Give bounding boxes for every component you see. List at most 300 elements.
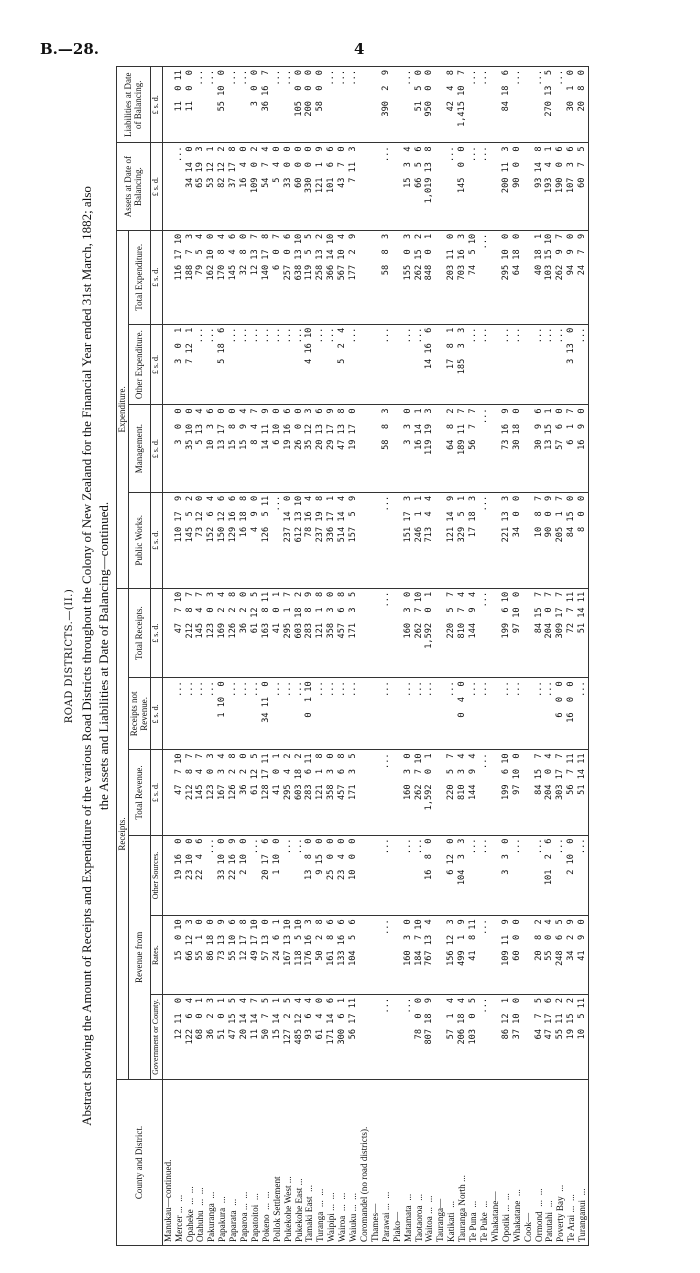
table-cell: 3 13 0	[566, 324, 577, 405]
table-cell: 23 4 0	[337, 835, 348, 916]
table-cell: 41 0 1	[272, 750, 283, 835]
table-cell: 11 0 11	[174, 67, 185, 143]
table-cell: ...	[348, 678, 359, 750]
district-name: Papakura ...	[217, 1080, 228, 1246]
table-cell: 55 0 4	[544, 916, 555, 995]
table-row	[195, 67, 206, 1246]
table-cell: ...	[403, 835, 414, 916]
table-cell: 10 0 0	[348, 835, 359, 916]
table-cell	[370, 67, 381, 143]
table-cell: 283 8 9	[304, 588, 315, 678]
table-cell: ...	[414, 324, 425, 405]
table-cell	[435, 230, 446, 324]
table-cell: 121 1 8	[315, 750, 326, 835]
district-name: Otahuhu ... ...	[195, 1080, 206, 1246]
table-cell: 24 6 1	[272, 916, 283, 995]
table-cell	[359, 588, 370, 678]
table-cell: 150 12 6	[217, 492, 228, 588]
table-body	[162, 67, 588, 1246]
public-works-header: Public Works.	[129, 492, 151, 588]
table-row	[359, 67, 370, 1246]
table-cell: 358 3 0	[326, 750, 337, 835]
table-cell: 33 10 0	[217, 835, 228, 916]
table-cell: 713 4 4	[424, 492, 435, 588]
table-cell: 47 7 10	[174, 588, 185, 678]
table-cell: 13 15 1	[544, 405, 555, 492]
table-cell: 848 0 1	[424, 230, 435, 324]
table-cell: 90 0 0	[512, 143, 523, 230]
table-cell: ...	[479, 230, 490, 324]
table-cell: 15 0 10	[174, 916, 185, 995]
table-cell: 14 11 9	[261, 405, 272, 492]
table-cell	[370, 492, 381, 588]
table-cell: ...	[272, 324, 283, 405]
table-cell: 34 2 9	[566, 916, 577, 995]
table-cell: 6 10 0	[272, 405, 283, 492]
table-cell: ...	[206, 67, 217, 143]
table-cell: 73 12 0	[195, 492, 206, 588]
table-cell: 258 13 2	[315, 230, 326, 324]
table-row	[272, 67, 283, 1246]
table-cell: 24 7 9	[577, 230, 588, 324]
table-cell	[359, 916, 370, 995]
table-row	[577, 67, 588, 1246]
table-cell	[523, 143, 534, 230]
table-cell: ...	[468, 835, 479, 916]
table-cell: ...	[501, 324, 512, 405]
table-cell: 5 13 4	[195, 405, 206, 492]
table-cell: 107 3 6	[566, 143, 577, 230]
table-cell: 514 14 4	[337, 492, 348, 588]
district-name: Paparoa ... ...	[239, 1080, 250, 1246]
table-cell: ...	[403, 324, 414, 405]
table-cell: 16 9 0	[577, 405, 588, 492]
district-name: Te Puna ...	[468, 1080, 479, 1246]
table-cell: 110 17 9	[174, 492, 185, 588]
district-name: Pakuranga ...	[206, 1080, 217, 1246]
district-name: Pollok Settlement	[272, 1080, 283, 1246]
table-cell: 8 4 7	[250, 405, 261, 492]
table-cell: 16 18 8	[239, 492, 250, 588]
table-cell: 171 3 5	[348, 750, 359, 835]
table-cell: 55 10 0	[217, 67, 228, 143]
table-cell: 10 8 7	[534, 492, 545, 588]
table-cell: 188 7 3	[185, 230, 196, 324]
table-cell	[370, 230, 381, 324]
table-cell: ...	[446, 143, 457, 230]
table-cell: ...	[174, 678, 185, 750]
table-cell: ...	[294, 324, 305, 405]
table-cell: 295 1 7	[283, 588, 294, 678]
table-cell: ...	[479, 750, 490, 835]
table-row	[414, 67, 425, 1246]
table-cell: 237 19 8	[315, 492, 326, 588]
table-cell: ...	[326, 678, 337, 750]
table-cell: 20 13 6	[315, 405, 326, 492]
table-cell	[392, 143, 403, 230]
table-cell: 603 18 2	[294, 750, 305, 835]
table-cell: 15 14 1	[272, 994, 283, 1079]
table-cell: 262 7 10	[414, 588, 425, 678]
table-cell: 73 13 9	[217, 916, 228, 995]
table-cell: 36 16 7	[261, 67, 272, 143]
table-cell	[523, 750, 534, 835]
table-cell: ...	[381, 916, 392, 995]
table-cell: 8 0 0	[577, 492, 588, 588]
table-cell: 53 12 1	[206, 143, 217, 230]
table-cell	[392, 230, 403, 324]
table-cell	[162, 588, 173, 678]
table-cell	[359, 492, 370, 588]
table-cell: 60 7 5	[577, 143, 588, 230]
table-cell: 34 14 0	[185, 143, 196, 230]
table-row	[162, 67, 173, 1246]
table-row	[337, 67, 348, 1246]
table-cell: 17 18 3	[468, 492, 479, 588]
table-cell: 126 2 8	[228, 750, 239, 835]
table-row	[457, 67, 468, 1246]
table-cell: 4 9 0	[250, 492, 261, 588]
table-cell: 499 1 9	[457, 916, 468, 995]
table-cell: 84 15 7	[534, 750, 545, 835]
table-cell: 144 9 4	[468, 750, 479, 835]
table-row	[348, 67, 359, 1246]
table-cell: 19 17 0	[348, 405, 359, 492]
table-cell: ...	[555, 835, 566, 916]
table-cell: 171 14 6	[326, 994, 337, 1079]
table-cell: 118 5 10	[294, 916, 305, 995]
table-cell: 61 4 0	[315, 994, 326, 1079]
table-row	[446, 67, 457, 1246]
table-cell	[435, 67, 446, 143]
table-row	[468, 67, 479, 1246]
table-cell: 145 4 7	[195, 750, 206, 835]
table-cell: ...	[206, 835, 217, 916]
table-cell: ...	[381, 143, 392, 230]
table-cell: ...	[272, 67, 283, 143]
table-cell: 56 7 7	[468, 405, 479, 492]
table-cell: 248 6 5	[555, 916, 566, 995]
table-cell	[392, 67, 403, 143]
table-cell: 13 17 0	[217, 405, 228, 492]
table-cell: ...	[479, 916, 490, 995]
table-cell: ...	[250, 324, 261, 405]
table-cell: ...	[381, 750, 392, 835]
table-cell	[392, 750, 403, 835]
table-cell: 156 12 3	[446, 916, 457, 995]
table-cell: ...	[479, 324, 490, 405]
table-cell	[359, 230, 370, 324]
table-cell: 457 6 8	[337, 588, 348, 678]
table-cell	[523, 994, 534, 1079]
table-cell	[435, 750, 446, 835]
table-cell: 101 2 6	[544, 835, 555, 916]
table-row	[490, 67, 501, 1246]
table-cell	[490, 405, 501, 492]
table-cell	[523, 588, 534, 678]
table-cell: 295 4 2	[283, 750, 294, 835]
table-cell	[435, 324, 446, 405]
district-name: Turanganui ...	[577, 1080, 588, 1246]
table-row	[228, 67, 239, 1246]
table-cell: 23 10 0	[185, 835, 196, 916]
table-cell: 58 0 0	[315, 67, 326, 143]
table-cell: 14 16 6	[424, 324, 435, 405]
table-cell: ...	[283, 67, 294, 143]
table-cell: 638 13 10	[294, 230, 305, 324]
table-cell: ...	[414, 678, 425, 750]
table-cell	[490, 492, 501, 588]
table-cell	[523, 405, 534, 492]
unit-header: £ s. d.	[151, 324, 162, 405]
table-row	[435, 67, 446, 1246]
table-cell: 41 9 0	[577, 916, 588, 995]
table-cell: 145 5 2	[185, 492, 196, 588]
table-row	[185, 67, 196, 1246]
table-cell: ...	[577, 324, 588, 405]
table-cell: 82 12 2	[217, 143, 228, 230]
table-row	[424, 67, 435, 1246]
district-name: Opotiki ... ...	[501, 1080, 512, 1246]
table-cell: ...	[424, 678, 435, 750]
government-header: Government or County.	[151, 994, 162, 1079]
table-cell: 567 10 4	[337, 230, 348, 324]
table-cell	[523, 916, 534, 995]
table-cell: ...	[174, 143, 185, 230]
table-cell: 15 9 4	[239, 405, 250, 492]
table-cell: 57 1 4	[446, 994, 457, 1079]
table-cell	[162, 405, 173, 492]
table-cell: ...	[239, 67, 250, 143]
table-cell: 190 0 6	[555, 143, 566, 230]
table-cell: ...	[261, 324, 272, 405]
table-cell	[162, 143, 173, 230]
table-cell: 127 2 5	[283, 994, 294, 1079]
table-cell: 212 8 7	[185, 750, 196, 835]
table-cell: ...	[479, 588, 490, 678]
table-cell: 51 14 11	[577, 750, 588, 835]
table-cell: 13 8 0	[304, 835, 315, 916]
table-cell: 12 13 7	[250, 230, 261, 324]
table-cell: 66 12 3	[185, 916, 196, 995]
table-cell: 2 10 0	[566, 835, 577, 916]
table-cell: ...	[414, 835, 425, 916]
table-cell: 15 8 0	[228, 405, 239, 492]
table-cell: 144 9 4	[468, 588, 479, 678]
district-name: Taotaoroa ...	[414, 1080, 425, 1246]
table-cell: 262 9 7	[555, 230, 566, 324]
table-row	[523, 67, 534, 1246]
table-cell: 74 5 10	[468, 230, 479, 324]
table-cell: 35 10 0	[185, 405, 196, 492]
table-row	[239, 67, 250, 1246]
district-name: Opaheke ... ...	[185, 1080, 196, 1246]
district-name: Mercer ... ...	[174, 1080, 185, 1246]
management-header: Management.	[129, 405, 151, 492]
district-name: Waitoa ... ...	[424, 1080, 435, 1246]
table-cell: 1,592 0 1	[424, 588, 435, 678]
table-cell: 457 6 8	[337, 750, 348, 835]
table-row	[555, 67, 566, 1246]
table-cell	[490, 324, 501, 405]
table-cell: 119 5 5	[304, 230, 315, 324]
table-cell: ...	[195, 67, 206, 143]
table-cell: 41 0 1	[272, 588, 283, 678]
table-row	[315, 67, 326, 1246]
table-cell	[490, 588, 501, 678]
table-cell: ...	[326, 67, 337, 143]
table-cell: 126 5 11	[261, 492, 272, 588]
table-cell: 6 0 0	[555, 678, 566, 750]
table-cell: ...	[446, 678, 457, 750]
table-cell	[359, 750, 370, 835]
table-cell: ...	[283, 678, 294, 750]
liabilities-header: Liabilities at Date of Balancing.	[117, 67, 151, 143]
district-name: Tamaki East ...	[304, 1080, 315, 1246]
table-cell	[370, 916, 381, 995]
table-cell: 10 3 6	[206, 405, 217, 492]
table-cell: ...	[479, 492, 490, 588]
table-cell: ...	[381, 994, 392, 1079]
table-cell: 203 11 0	[446, 230, 457, 324]
table-cell: 204 0 7	[544, 588, 555, 678]
table-cell: 329 5 1	[457, 492, 468, 588]
table-cell: ...	[272, 492, 283, 588]
table-cell: 309 17 7	[555, 588, 566, 678]
table-cell: 185 3 3	[457, 324, 468, 405]
table-cell: 2 10 0	[239, 835, 250, 916]
district-name: Patutahi ...	[544, 1080, 555, 1246]
district-name: Poverty Bay ...	[555, 1080, 566, 1246]
table-row	[534, 67, 545, 1246]
table-cell: 485 12 4	[294, 994, 305, 1079]
district-name: Waiuku ... ...	[348, 1080, 359, 1246]
table-cell: 123 0 3	[206, 750, 217, 835]
table-cell: 55 10 6	[228, 916, 239, 995]
table-cell: 390 2 9	[381, 67, 392, 143]
table-cell: 116 17 10	[174, 230, 185, 324]
table-cell	[490, 750, 501, 835]
table-cell: 43 7 0	[337, 143, 348, 230]
table-cell: 270 13 5	[544, 67, 555, 143]
table-cell: 86 12 1	[501, 994, 512, 1079]
table-cell	[435, 143, 446, 230]
district-name: Te Puke ...	[479, 1080, 490, 1246]
table-cell: 807 18 9	[424, 994, 435, 1079]
table-cell	[359, 835, 370, 916]
table-cell: 3 3 0	[501, 835, 512, 916]
table-cell: 105 0 0	[294, 67, 305, 143]
table-cell: 51 14 11	[577, 588, 588, 678]
table-cell: ...	[239, 324, 250, 405]
table-cell	[523, 324, 534, 405]
table-cell: 78 0 0	[414, 994, 425, 1079]
table-cell: 22 4 6	[195, 835, 206, 916]
unit-header: £ s. d.	[151, 492, 162, 588]
table-cell: 47 7 10	[174, 750, 185, 835]
abstract-title: Abstract showing the Amount of Receipts and Expenditure of the various Road Districts throughout the Colony of New Zealand for the Financial Year ended 31st March, 1882; also	[79, 186, 94, 1126]
table-cell	[490, 67, 501, 143]
total-receipts-header: Total Receipts.	[129, 588, 151, 678]
table-cell: ...	[468, 324, 479, 405]
table-cell	[162, 994, 173, 1079]
table-cell	[392, 678, 403, 750]
table-cell: 33 0 0	[283, 143, 294, 230]
table-cell: 0 4 0	[457, 678, 468, 750]
table-cell	[490, 230, 501, 324]
county-header: County and District.	[117, 1080, 163, 1246]
table-cell: 55 11 2	[555, 994, 566, 1079]
table-cell: 93 6 4	[304, 994, 315, 1079]
table-cell: 121 14 9	[446, 492, 457, 588]
table-cell	[523, 67, 534, 143]
table-cell: 3 0 0	[250, 67, 261, 143]
table-cell: ...	[250, 835, 261, 916]
table-cell: 169 2 4	[217, 588, 228, 678]
table-cell: 50 2 8	[315, 916, 326, 995]
table-cell: 19 15 2	[566, 994, 577, 1079]
table-cell	[370, 678, 381, 750]
table-cell: ...	[501, 678, 512, 750]
table-cell: ...	[403, 994, 414, 1079]
table-cell	[523, 678, 534, 750]
district-name: Parawai ... ...	[381, 1080, 392, 1246]
table-cell: 262 7 10	[414, 750, 425, 835]
table-row	[326, 67, 337, 1246]
table-cell: 220 5 7	[446, 750, 457, 835]
table-cell: 78 16 4	[304, 492, 315, 588]
table-cell: ...	[534, 835, 545, 916]
table-cell: ...	[479, 994, 490, 1079]
table-cell: 161 8 6	[326, 916, 337, 995]
district-name: Pukekohe East ...	[294, 1080, 305, 1246]
table-cell	[359, 143, 370, 230]
table-cell: 37 17 8	[228, 143, 239, 230]
table-cell: 145 4 6	[228, 230, 239, 324]
table-cell: ...	[555, 67, 566, 143]
district-name: Tauranga—	[435, 1080, 446, 1246]
table-cell: 199 6 10	[501, 750, 512, 835]
district-name: Pokeno ... ...	[261, 1080, 272, 1246]
table-cell: 12 17 8	[239, 916, 250, 995]
district-name: Whakatane—	[490, 1080, 501, 1246]
document-code: B.—28.	[40, 40, 99, 58]
table-cell: 205 1 7	[555, 492, 566, 588]
table-cell: ...	[479, 835, 490, 916]
table-row	[566, 67, 577, 1246]
table-cell	[370, 405, 381, 492]
table-cell: 7 11 3	[348, 143, 359, 230]
table-cell	[162, 67, 173, 143]
table-cell: 810 3 4	[457, 750, 468, 835]
table-cell	[392, 405, 403, 492]
table-cell: 204 0 4	[544, 750, 555, 835]
table-cell: 16 0 0	[566, 678, 577, 750]
table-cell	[162, 492, 173, 588]
table-cell: 29 17 9	[326, 405, 337, 492]
table-cell: 612 13 10	[294, 492, 305, 588]
table-row	[217, 67, 228, 1246]
table-cell: 155 0 3	[403, 230, 414, 324]
table-cell: 12 11 0	[174, 994, 185, 1079]
table-row	[283, 67, 294, 1246]
district-name: Tauranga North ...	[457, 1080, 468, 1246]
table-cell	[435, 588, 446, 678]
table-cell: 90 0 9	[544, 492, 555, 588]
table-cell: 55 1 0	[195, 916, 206, 995]
table-cell: 41 8 11	[468, 916, 479, 995]
table-cell: ...	[534, 67, 545, 143]
